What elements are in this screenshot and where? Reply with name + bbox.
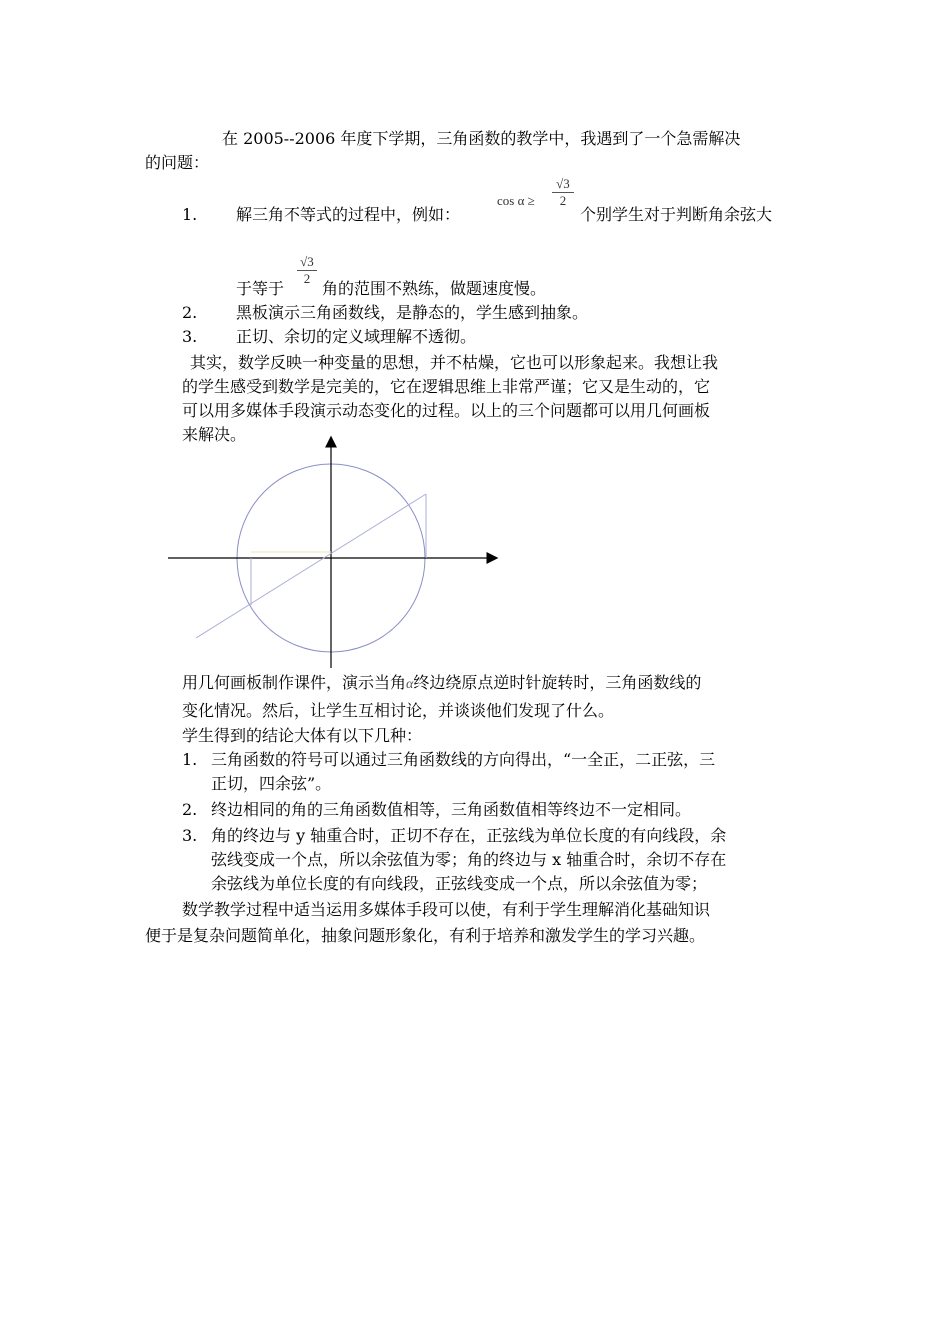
- problem-3-number: 3.: [182, 327, 198, 346]
- para1-line1: 在 2005--2006 年度下学期，三角函数的教学中，我遇到了一个急需解决: [222, 129, 741, 148]
- para2-line1: 其实，数学反映一种变量的思想，并不枯燥，它也可以形象起来。我想让我: [190, 353, 719, 372]
- conclusion-1-number: 1.: [182, 750, 198, 769]
- para2-line4: 来解决。: [182, 425, 247, 444]
- formula-sqrt3-2: √3: [297, 254, 317, 271]
- conclusion-2-line1: 终边相同的角的三角函数值相等，三角函数值相等终边不一定相同。: [211, 800, 692, 819]
- para3-line1: [182, 672, 701, 696]
- problem-3-text: 正切、余切的定义域理解不透彻。: [236, 327, 477, 346]
- para2-line3: 可以用多媒体手段演示动态变化的过程。以上的三个问题都可以用几何画板: [182, 401, 711, 420]
- conclusion-3-number: 3.: [182, 826, 198, 845]
- para3-text-a: 用几何画板制作课件，演示当角: [182, 673, 407, 692]
- para2-line2: 的学生感受到数学是完美的，它在逻辑思维上非常严谨；它又是生动的，它: [182, 377, 711, 396]
- terminal-side-line: [196, 494, 426, 638]
- problem-2-number: 2.: [182, 303, 198, 322]
- conclusion-3-line2: 弦线变成一个点，所以余弦值为零；角的终边与 x 轴重合时，余切不存在: [211, 850, 727, 869]
- conclusion-1-line1: 三角函数的符号可以通过三角函数线的方向得出，“一全正，二正弦，三: [211, 750, 716, 769]
- problem-1-text-c: 于等于: [236, 279, 285, 298]
- para3-line3: 学生得到的结论大体有以下几种：: [182, 726, 423, 745]
- formula-two-2: 2: [303, 271, 311, 286]
- problem-1-number: 1.: [182, 205, 198, 224]
- para4-line1: 数学教学过程中适当运用多媒体手段可以使，有利于学生理解消化基础知识: [182, 900, 711, 919]
- problem-2-text: 黑板演示三角函数线，是静态的，学生感到抽象。: [236, 303, 589, 322]
- conclusion-2-number: 2.: [182, 800, 198, 819]
- conclusion-3-line3: 余弦线为单位长度的有向线段，正弦线变成一个点，所以余弦值为零；: [211, 874, 708, 893]
- conclusion-3-line1: 角的终边与 y 轴重合时，正切不存在，正弦线为单位长度的有向线段，余: [211, 826, 727, 845]
- para3-line2: 变化情况。然后，让学生互相讨论，并谈谈他们发现了什么。: [182, 701, 615, 720]
- formula-cos-alpha: cos α ≥: [497, 193, 535, 208]
- problem-1-text-b: 个别学生对于判断角余弦大: [580, 205, 773, 224]
- problem-1-text-a: 解三角不等式的过程中，例如：: [236, 205, 461, 224]
- para3-text-b: 终边绕原点逆时针旋转时，三角函数线的: [413, 673, 702, 692]
- conclusion-1-line2: 正切，四余弦”。: [211, 774, 332, 793]
- para1-line2: 的问题：: [145, 153, 210, 172]
- formula-sqrt3: √3: [552, 176, 574, 193]
- para4-line2: 便于是复杂问题简单化，抽象问题形象化，有利于培养和激发学生的学习兴趣。: [145, 926, 706, 945]
- problem-1-text-d: 角的范围不熟练，做题速度慢。: [322, 279, 547, 298]
- formula-two: 2: [559, 193, 567, 208]
- para3-alpha: α: [406, 677, 414, 692]
